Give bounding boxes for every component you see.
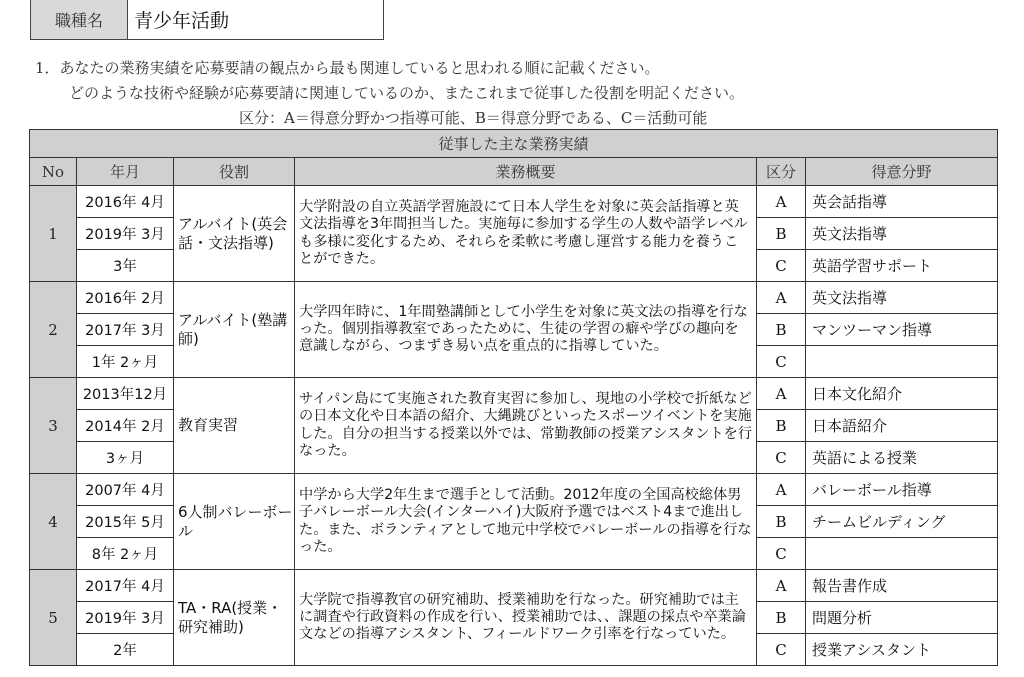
row-no: 5	[30, 570, 77, 666]
row-end: 2014年 2月	[77, 410, 174, 442]
row-spec-a: 報告書作成	[806, 570, 998, 602]
row-start: 2016年 2月	[77, 282, 174, 314]
table-row	[30, 474, 998, 506]
row-end: 2019年 3月	[77, 218, 174, 250]
row-desc: サイパン島にて実施された教育実習に参加し、現地の小学校で折紙などの日本文化や日本語の紹介、大縄跳びといったスポーツイベントを実施した。自分の担当する授業以外では、常勤教師の授業アシスタントを行なった。	[295, 378, 757, 474]
job-type-box	[30, 0, 384, 40]
row-end: 2017年 3月	[77, 314, 174, 346]
col-header-desc: 業務概要	[295, 158, 757, 186]
row-kubun-b: B	[757, 218, 806, 250]
instruction-line-2: どのような技術や経験が応募要請に関連しているのか、またこれまで従事した役割を明記ください。	[69, 84, 745, 102]
row-role: アルバイト(英会話・文法指導)	[174, 186, 295, 282]
col-header-spec: 得意分野	[806, 158, 998, 186]
col-header-no: No	[30, 158, 77, 186]
row-no: 3	[30, 378, 77, 474]
row-kubun-c: C	[757, 634, 806, 666]
row-spec-c	[806, 538, 998, 570]
row-duration: 2年	[77, 634, 174, 666]
row-spec-c: 授業アシスタント	[806, 634, 998, 666]
row-spec-b: 日本語紹介	[806, 410, 998, 442]
row-duration: 1年 2ヶ月	[77, 346, 174, 378]
instruction-line-1: 1．あなたの業務実績を応募要請の観点から最も関連していると思われる順に記載ください。	[35, 59, 660, 77]
col-header-kubun: 区分	[757, 158, 806, 186]
row-kubun-a: A	[757, 378, 806, 410]
row-spec-b: 問題分析	[806, 602, 998, 634]
row-no: 2	[30, 282, 77, 378]
work-history-table	[29, 129, 998, 666]
row-duration: 8年 2ヶ月	[77, 538, 174, 570]
col-header-role: 役割	[174, 158, 295, 186]
job-type-label: 職種名	[31, 0, 128, 39]
job-type-value: 青少年活動	[134, 10, 230, 32]
row-start: 2016年 4月	[77, 186, 174, 218]
row-duration: 3年	[77, 250, 174, 282]
row-kubun-c: C	[757, 538, 806, 570]
table-title: 従事した主な業務実績	[30, 130, 998, 158]
row-spec-b: マンツーマン指導	[806, 314, 998, 346]
row-kubun-a: A	[757, 570, 806, 602]
row-spec-c: 英語学習サポート	[806, 250, 998, 282]
row-spec-a: 英文法指導	[806, 282, 998, 314]
row-role: 教育実習	[174, 378, 295, 474]
row-desc: 中学から大学2年生まで選手として活動。2012年度の全国高校総体男子バレーボール大会(インターハイ)大阪府予選ではベスト4まで進出した。また、ボランティアとして地元中学校でバレーボールの指導を行なった。	[295, 474, 757, 570]
row-end: 2015年 5月	[77, 506, 174, 538]
instruction-line-3: 区分：A＝得意分野かつ指導可能、B＝得意分野である、C＝活動可能	[239, 109, 708, 127]
row-duration: 3ヶ月	[77, 442, 174, 474]
row-desc: 大学附設の自立英語学習施設にて日本人学生を対象に英会話指導と英文法指導を3年間担当した。実施毎に参加する学生の人数や語学レベルも多様に変化するため、それらを柔軟に考慮し運営する能力を養うことができた。	[295, 186, 757, 282]
row-kubun-c: C	[757, 346, 806, 378]
row-start: 2013年12月	[77, 378, 174, 410]
row-kubun-c: C	[757, 250, 806, 282]
row-desc: 大学四年時に、1年間塾講師として小学生を対象に英文法の指導を行なった。個別指導教室であったために、生徒の学習の癖や学びの趣向を意識しながら、つまずき易い点を重点的に指導していた。	[295, 282, 757, 378]
row-spec-a: バレーボール指導	[806, 474, 998, 506]
row-kubun-c: C	[757, 442, 806, 474]
row-spec-b: 英文法指導	[806, 218, 998, 250]
row-role: 6人制バレーボール	[174, 474, 295, 570]
row-spec-a: 英会話指導	[806, 186, 998, 218]
row-spec-a: 日本文化紹介	[806, 378, 998, 410]
table-row	[30, 282, 998, 314]
row-no: 4	[30, 474, 77, 570]
row-end: 2019年 3月	[77, 602, 174, 634]
row-start: 2017年 4月	[77, 570, 174, 602]
row-kubun-b: B	[757, 410, 806, 442]
row-kubun-a: A	[757, 186, 806, 218]
row-no: 1	[30, 186, 77, 282]
row-role: TA・RA(授業・研究補助)	[174, 570, 295, 666]
row-spec-c	[806, 346, 998, 378]
table-row	[30, 378, 998, 410]
row-spec-c: 英語による授業	[806, 442, 998, 474]
table-row	[30, 186, 998, 218]
col-header-ym: 年月	[77, 158, 174, 186]
row-kubun-a: A	[757, 474, 806, 506]
row-start: 2007年 4月	[77, 474, 174, 506]
row-kubun-b: B	[757, 314, 806, 346]
row-kubun-b: B	[757, 602, 806, 634]
row-desc: 大学院で指導教官の研究補助、授業補助を行なった。研究補助では主に調査や行政資料の作成を行い、授業補助では、、課題の採点や卒業論文などの指導アシスタント、フィールドワーク引率を行なっていた。	[295, 570, 757, 666]
row-role: アルバイト(塾講師)	[174, 282, 295, 378]
row-spec-b: チームビルディング	[806, 506, 998, 538]
table-row	[30, 570, 998, 602]
row-kubun-a: A	[757, 282, 806, 314]
row-kubun-b: B	[757, 506, 806, 538]
